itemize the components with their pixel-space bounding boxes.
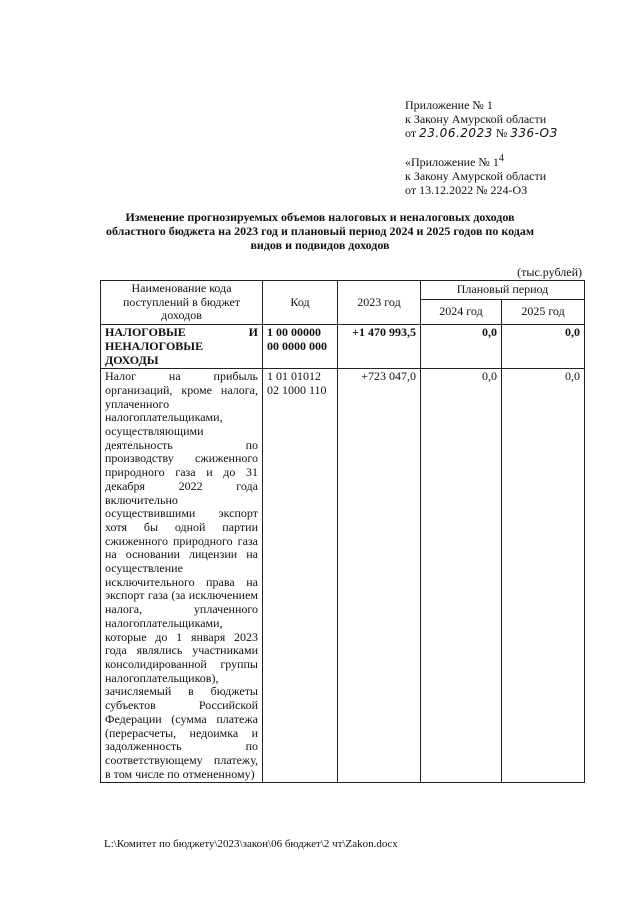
appendix-amended	[405, 152, 546, 197]
amended-title-text: «Приложение № 1	[405, 155, 499, 169]
header-planned-period: Плановый период	[421, 281, 585, 300]
amended-appendix-date: от 13.12.2022 № 224-ОЗ	[405, 183, 528, 197]
document-title: Изменение прогнозируемых объемов налоговых и неналоговых доходов областного бюджета на 2023 год и плановый период 2024 и 2025 годов по кодам видов и подвидов доходов	[105, 210, 534, 252]
row-value-2025: 0,0	[502, 369, 585, 783]
row-value-2025: 0,0	[502, 325, 585, 369]
header-name: Наименование кода поступлений в бюджет доходов	[101, 281, 263, 325]
amended-title-superscript: 4	[498, 153, 504, 164]
header-2025: 2025 год	[502, 300, 585, 325]
table-row	[101, 369, 585, 783]
row-name: Налог на прибыль организаций, кроме налога, уплаченного налогоплательщиками, осуществляющими деятельность по производству сжиженного природного газа и до 31 декабря 2022 года включительно осуществившими экспорт хотя бы одной партии сжиженного природного газа на основании лицензии на осуществление исключительного права на экспорт газа (за исключением налога, уплаченного налогоплательщиками, которые до 1 января 2023 года являлись участниками консолидированной группы налогоплательщиков), зачисляемый в бюджеты субъектов Российской Федерации (сумма платежа (перерасчеты, недоимка и задолженность по соответствующему платежу, в том числе по отмененному)	[101, 369, 263, 783]
appendix-current	[405, 98, 558, 140]
row-code: 1 01 01012 02 1000 110	[263, 369, 338, 783]
amended-appendix-title	[405, 152, 546, 169]
appendix-law: к Закону Амурской области	[405, 112, 547, 126]
row-value-2023: +1 470 993,5	[338, 325, 421, 369]
handwritten-number: 336-ОЗ	[510, 126, 558, 140]
header-2024: 2024 год	[421, 300, 502, 325]
appendix-date-line	[405, 126, 558, 140]
appendix-title: Приложение № 1	[405, 98, 493, 112]
revenue-table	[100, 280, 585, 783]
amended-appendix-law: к Закону Амурской области	[405, 169, 547, 183]
row-value-2024: 0,0	[421, 325, 502, 369]
header-row-1	[101, 281, 585, 300]
number-prefix: №	[492, 126, 511, 140]
row-code: 1 00 00000 00 0000 000	[263, 325, 338, 369]
units-label: (тыс.рублей)	[517, 265, 582, 279]
header-2023: 2023 год	[338, 281, 421, 325]
row-value-2024: 0,0	[421, 369, 502, 783]
header-code: Код	[263, 281, 338, 325]
table-row	[101, 325, 585, 369]
file-path-footer: L:\Комитет по бюджету\2023\закон\06 бюджет\2 чт\Zakon.docx	[104, 838, 398, 850]
date-prefix: от	[405, 126, 420, 140]
row-value-2023: +723 047,0	[338, 369, 421, 783]
handwritten-date: 23.06.2023	[419, 126, 493, 140]
row-name: НАЛОГОВЫЕ И НЕНАЛОГОВЫЕ ДОХОДЫ	[101, 325, 263, 369]
